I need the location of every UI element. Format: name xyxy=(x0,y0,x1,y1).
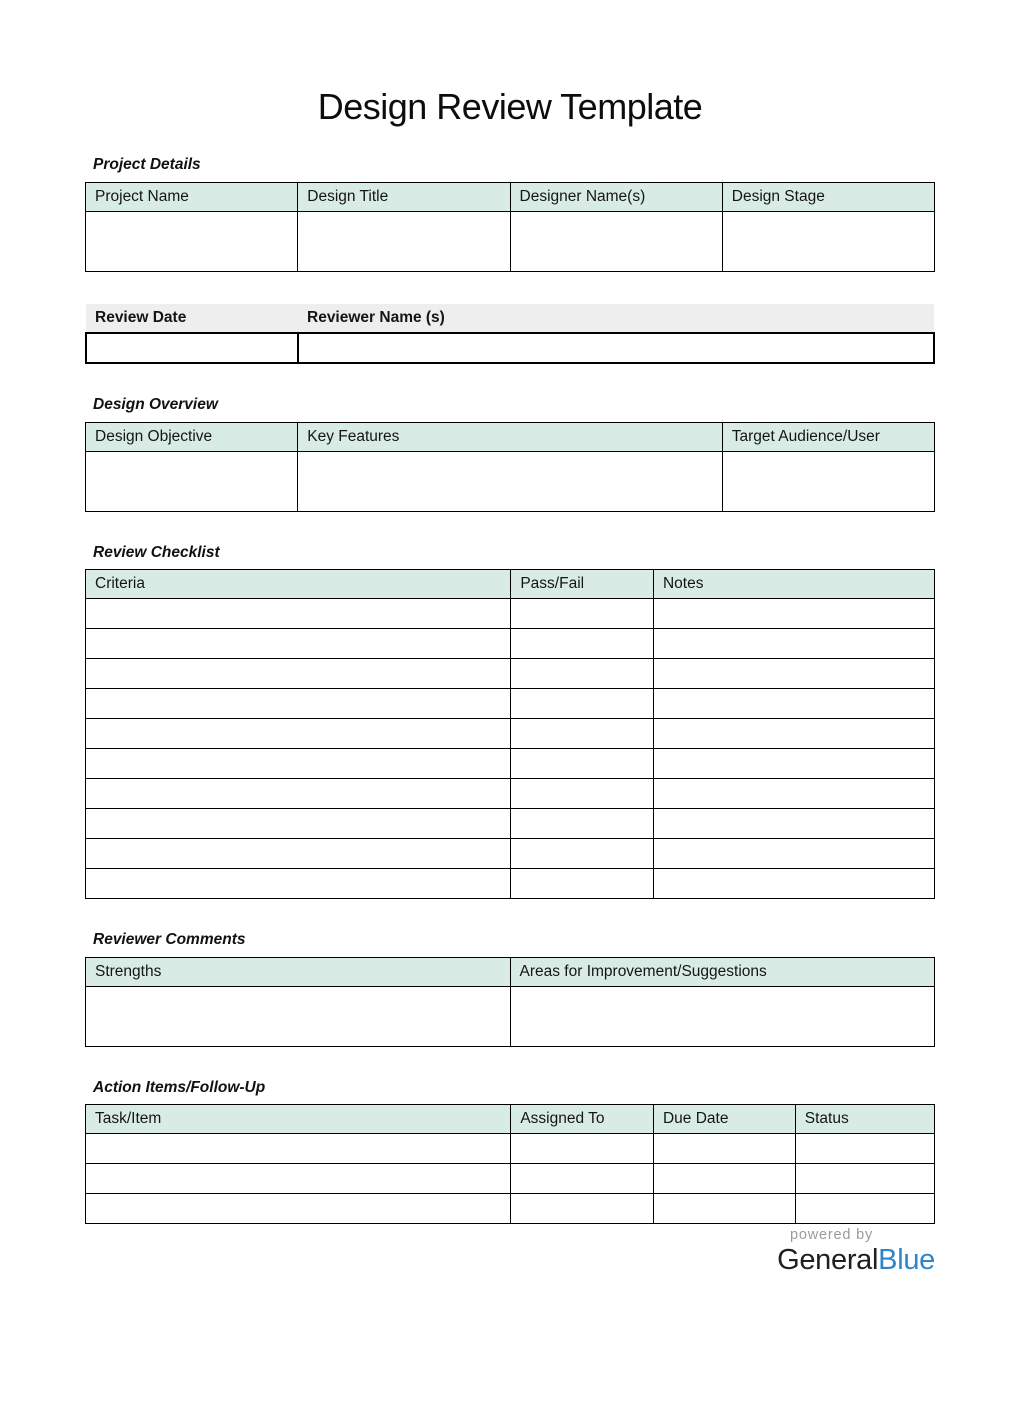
input-cell[interactable] xyxy=(511,1134,654,1164)
input-cell[interactable] xyxy=(86,839,511,869)
input-cell[interactable] xyxy=(511,1164,654,1194)
table-row xyxy=(86,809,935,839)
input-cell[interactable] xyxy=(511,839,654,869)
input-cell[interactable] xyxy=(722,451,934,511)
input-cell[interactable] xyxy=(653,869,934,899)
input-cell[interactable] xyxy=(86,749,511,779)
column-header-criteria: Criteria xyxy=(86,570,511,599)
general-blue-logo xyxy=(777,1244,935,1276)
brand-footer xyxy=(85,1228,935,1275)
table-header-row xyxy=(86,957,935,986)
input-cell[interactable] xyxy=(653,839,934,869)
input-cell[interactable] xyxy=(511,749,654,779)
input-cell[interactable] xyxy=(653,719,934,749)
section-heading-review-checklist: Review Checklist xyxy=(93,543,220,561)
input-cell[interactable] xyxy=(653,689,934,719)
input-cell[interactable] xyxy=(86,451,298,511)
section-heading-project-details: Project Details xyxy=(93,156,201,174)
input-cell[interactable] xyxy=(653,1164,795,1194)
table-header-row xyxy=(86,570,935,599)
input-cell[interactable] xyxy=(511,809,654,839)
input-cell[interactable] xyxy=(86,809,511,839)
input-cell[interactable] xyxy=(86,1164,511,1194)
column-header-due-date: Due Date xyxy=(653,1105,795,1134)
table-row xyxy=(86,1164,935,1194)
input-cell[interactable] xyxy=(653,599,934,629)
input-cell[interactable] xyxy=(511,779,654,809)
input-cell[interactable] xyxy=(795,1134,934,1164)
logo-text-blue: Blue xyxy=(878,1243,935,1276)
input-cell[interactable] xyxy=(298,451,723,511)
column-header-design-objective: Design Objective xyxy=(86,422,298,451)
input-cell[interactable] xyxy=(653,629,934,659)
input-cell[interactable] xyxy=(653,1194,795,1224)
input-cell[interactable] xyxy=(86,1194,511,1224)
input-cell[interactable] xyxy=(86,629,511,659)
column-header-notes: Notes xyxy=(653,570,934,599)
input-cell[interactable] xyxy=(511,629,654,659)
logo-text-general: General xyxy=(777,1243,879,1276)
input-cell[interactable] xyxy=(86,719,511,749)
powered-by-label: powered by xyxy=(790,1227,873,1244)
input-cell[interactable] xyxy=(510,211,722,271)
design-overview-table xyxy=(85,422,935,512)
column-header-key-features: Key Features xyxy=(298,422,723,451)
column-header-strengths: Strengths xyxy=(86,957,511,986)
input-cell[interactable] xyxy=(653,809,934,839)
input-cell[interactable] xyxy=(86,659,511,689)
table-row xyxy=(86,749,935,779)
column-header-designer-names: Designer Name(s) xyxy=(510,182,722,211)
table-header-row xyxy=(86,1105,935,1134)
table-row xyxy=(86,211,935,271)
column-header-improvement: Areas for Improvement/Suggestions xyxy=(510,957,935,986)
input-cell[interactable] xyxy=(653,749,934,779)
table-row xyxy=(86,659,935,689)
input-cell[interactable] xyxy=(86,1134,511,1164)
input-cell[interactable] xyxy=(653,1134,795,1164)
project-details-table xyxy=(85,182,935,272)
input-cell[interactable] xyxy=(86,333,298,363)
column-header-status: Status xyxy=(795,1105,934,1134)
table-row xyxy=(86,779,935,809)
input-cell[interactable] xyxy=(722,211,934,271)
column-header-task-item: Task/Item xyxy=(86,1105,511,1134)
table-row xyxy=(86,839,935,869)
column-header-target-audience: Target Audience/User xyxy=(722,422,934,451)
table-row xyxy=(86,869,935,899)
document-page xyxy=(0,86,1020,1275)
input-cell[interactable] xyxy=(511,1194,654,1224)
column-header-design-stage: Design Stage xyxy=(722,182,934,211)
column-header-reviewer-name: Reviewer Name (s) xyxy=(298,304,934,333)
reviewer-comments-table xyxy=(85,957,935,1047)
review-info-table xyxy=(85,304,935,364)
input-cell[interactable] xyxy=(653,779,934,809)
table-row xyxy=(86,689,935,719)
table-header-row xyxy=(86,304,934,333)
table-row xyxy=(86,719,935,749)
input-cell[interactable] xyxy=(298,211,510,271)
table-row xyxy=(86,1194,935,1224)
table-row xyxy=(86,629,935,659)
input-cell[interactable] xyxy=(86,869,511,899)
input-cell[interactable] xyxy=(86,211,298,271)
input-cell[interactable] xyxy=(511,659,654,689)
review-checklist-table xyxy=(85,569,935,899)
input-cell[interactable] xyxy=(298,333,934,363)
section-heading-action-items: Action Items/Follow-Up xyxy=(93,1078,266,1096)
table-row xyxy=(86,451,935,511)
section-heading-reviewer-comments: Reviewer Comments xyxy=(93,931,246,949)
action-items-table xyxy=(85,1104,935,1224)
input-cell[interactable] xyxy=(653,659,934,689)
section-heading-design-overview: Design Overview xyxy=(93,395,218,413)
input-cell[interactable] xyxy=(86,779,511,809)
page-title: Design Review Template xyxy=(317,86,703,127)
table-header-row xyxy=(86,422,935,451)
input-cell[interactable] xyxy=(510,986,935,1046)
column-header-project-name: Project Name xyxy=(86,182,298,211)
table-header-row xyxy=(86,182,935,211)
table-row xyxy=(86,986,935,1046)
input-cell[interactable] xyxy=(86,689,511,719)
input-cell[interactable] xyxy=(86,599,511,629)
input-cell[interactable] xyxy=(511,689,654,719)
input-cell[interactable] xyxy=(86,986,511,1046)
column-header-design-title: Design Title xyxy=(298,182,510,211)
table-row xyxy=(86,333,934,363)
table-row xyxy=(86,1134,935,1164)
input-cell[interactable] xyxy=(511,869,654,899)
column-header-review-date: Review Date xyxy=(86,304,298,333)
input-cell[interactable] xyxy=(795,1194,934,1224)
input-cell[interactable] xyxy=(795,1164,934,1194)
column-header-pass-fail: Pass/Fail xyxy=(511,570,654,599)
column-header-assigned-to: Assigned To xyxy=(511,1105,654,1134)
input-cell[interactable] xyxy=(511,719,654,749)
input-cell[interactable] xyxy=(511,599,654,629)
table-row xyxy=(86,599,935,629)
